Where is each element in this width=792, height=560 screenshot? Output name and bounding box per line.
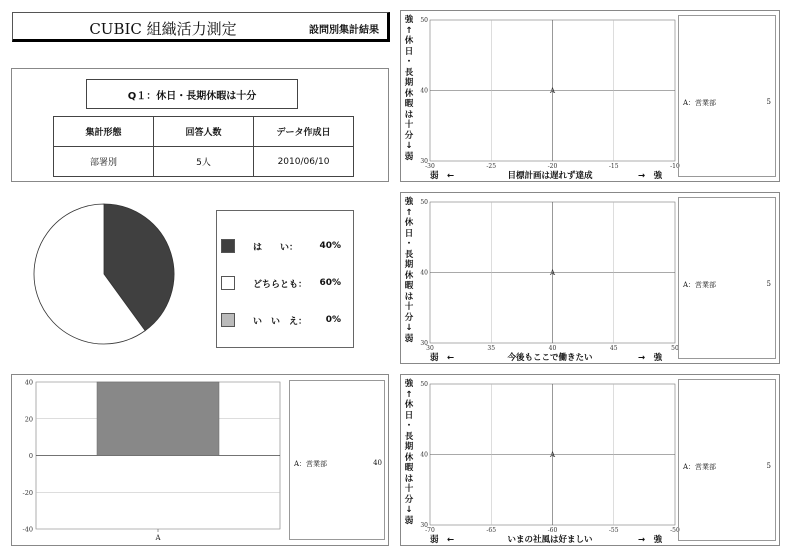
x-tick-label: 40: [548, 345, 557, 352]
x-axis-label: [465, 533, 635, 545]
x-axis-label-left: [430, 169, 454, 181]
y-axis-label-char: 分: [404, 130, 414, 141]
scatter-chart: [415, 379, 680, 539]
x-tick-label: -55: [608, 527, 619, 534]
y-axis-label-char: 弱: [404, 333, 414, 344]
x-tick-label: 45: [609, 345, 618, 352]
scatter-label-value: 5: [766, 462, 771, 470]
x-tick-label: -65: [486, 527, 497, 534]
x-tick-label: -20: [547, 163, 558, 170]
y-axis-label-char: 分: [404, 312, 414, 323]
y-tick-label: 40: [420, 451, 428, 459]
x-tick-label: -25: [486, 163, 497, 170]
x-tick-label: A: [155, 534, 161, 542]
x-tick-label: -70: [425, 527, 435, 534]
pie-chart: [30, 200, 178, 348]
scatter-label-name: A：営業部: [683, 99, 717, 107]
x-axis-label: [465, 351, 635, 363]
scatter-chart: [415, 197, 677, 357]
pie-legend: [216, 210, 354, 348]
legend-value: 60%: [319, 278, 341, 288]
x-axis-label-right: [638, 169, 662, 181]
x-axis-label-text: 今後もここで働きたい: [507, 353, 593, 363]
y-tick-label: 50: [420, 199, 428, 206]
x-axis-label-right: [638, 533, 662, 545]
x-axis-label: [465, 169, 635, 181]
y-axis-label-char: 休: [404, 400, 414, 410]
legend-swatch-no: [221, 313, 235, 327]
y-axis-label-char: 十: [404, 120, 414, 130]
y-axis-label-char: は: [404, 109, 414, 120]
y-axis-label-char: 日: [404, 228, 414, 239]
legend-value: 40%: [319, 241, 341, 251]
scatter-chart: [415, 15, 680, 175]
y-axis-label-char: 強: [404, 197, 414, 207]
x-tick-label: 50: [671, 345, 679, 352]
x-tick-label: -60: [547, 527, 558, 534]
bar: [97, 382, 219, 456]
y-tick-label: 40: [420, 269, 428, 277]
legend-item-neutral: [221, 276, 341, 290]
y-axis-label-char: 分: [404, 494, 414, 505]
y-tick-label: 40: [420, 87, 428, 95]
scatter-label-name: A：営業部: [683, 463, 717, 471]
y-axis-label-char: 休: [404, 88, 414, 99]
data-point-label: A: [549, 451, 556, 459]
y-axis-label-char: 日: [404, 46, 414, 57]
y-axis-label-char: 休: [404, 270, 414, 281]
x-tick-label: -50: [670, 527, 680, 534]
y-axis-label-char: 日: [404, 410, 414, 421]
y-axis-label-char: は: [404, 291, 414, 302]
y-tick-label: 30: [420, 158, 428, 165]
scatter-label-box: [678, 197, 776, 359]
y-axis-label-char: 弱: [404, 151, 414, 162]
scatter-label-value: 5: [766, 280, 771, 288]
x-axis-label-left-text: 弱 ←: [430, 353, 455, 363]
y-axis-label-char: 暇: [404, 99, 414, 109]
x-axis-label-text: いまの社風は好ましい: [507, 535, 593, 545]
y-axis-label: [402, 379, 416, 526]
legend-label: は い：: [253, 242, 299, 253]
legend-label: どちらとも：: [253, 279, 308, 290]
report-title: CUBIC 組織活力測定: [89, 20, 237, 38]
report-header: [12, 12, 390, 42]
x-axis-label-left: [430, 533, 454, 545]
bar-chart: [11, 374, 291, 546]
scatter-label-row: [683, 280, 771, 290]
y-axis-label-char: 休: [404, 36, 414, 46]
table-header-cell: 回答人数: [154, 117, 254, 147]
data-point-label: A: [549, 87, 556, 95]
y-axis-label-char: 長: [404, 249, 414, 260]
x-axis-label-right: [638, 351, 662, 363]
x-axis-label-right-text: → 強: [638, 535, 663, 545]
y-axis-label-char: ・: [404, 57, 414, 67]
y-axis-label-char: 強: [404, 15, 414, 25]
y-tick-label: 30: [420, 522, 428, 529]
y-axis-label-char: ・: [404, 421, 414, 431]
scatter-label-box: [678, 379, 776, 541]
y-axis-label-char: 期: [404, 260, 414, 270]
table-header-row: [54, 117, 354, 147]
y-axis-label-char: 休: [404, 452, 414, 463]
x-axis-label-text: 目標計画は遅れず達成: [507, 171, 593, 181]
bar-chart-label-box: [289, 380, 385, 540]
y-axis-label-char: 弱: [404, 515, 414, 526]
y-axis-label-char: ↑: [405, 389, 413, 400]
x-axis-label-left-text: 弱 ←: [430, 535, 455, 545]
x-axis-label-left-text: 弱 ←: [430, 171, 455, 181]
scatter-label-row: [683, 98, 771, 108]
y-tick-label: 20: [24, 415, 33, 424]
y-axis-label-char: 休: [404, 218, 414, 228]
y-axis-label-char: 強: [404, 379, 414, 389]
bar-label-value: 40: [373, 459, 382, 467]
legend-swatch-yes: [221, 239, 235, 253]
y-axis-label: [402, 197, 416, 344]
y-axis-label-char: 暇: [404, 281, 414, 291]
table-header-cell: データ作成日: [254, 117, 354, 147]
y-axis-label-char: ・: [404, 239, 414, 249]
scatter-label-row: [683, 462, 771, 472]
legend-label: い い え：: [253, 316, 308, 327]
y-axis-label-char: ↓: [405, 141, 413, 151]
question-title: Q１：休日・長期休暇は十分: [86, 79, 298, 109]
x-axis-label-right-text: → 強: [638, 353, 663, 363]
summary-table: [53, 116, 354, 177]
report-subtitle: 設問別集計結果: [309, 25, 379, 36]
bar-label-row: [294, 459, 382, 469]
y-tick-label: 50: [420, 381, 428, 388]
y-axis-label-char: 期: [404, 442, 414, 452]
x-tick-label: 30: [426, 345, 434, 352]
legend-value: 0%: [325, 315, 341, 325]
scatter-label-box: [678, 15, 776, 177]
table-cell: 2010/06/10: [254, 147, 354, 177]
table-cell: 部署別: [54, 147, 154, 177]
x-tick-label: -15: [608, 163, 619, 170]
y-tick-label: 40: [24, 378, 33, 387]
x-tick-label: -30: [425, 163, 435, 170]
y-tick-label: -20: [22, 488, 33, 497]
y-tick-label: 50: [420, 17, 428, 24]
y-axis-label-char: ↑: [405, 207, 413, 218]
y-axis-label-char: ↓: [405, 323, 413, 333]
y-axis-label-char: 暇: [404, 463, 414, 473]
x-tick-label: -10: [670, 163, 680, 170]
table-cell: 5人: [154, 147, 254, 177]
y-tick-label: 0: [28, 452, 33, 460]
bar-label-name: A：営業部: [294, 460, 328, 468]
y-tick-label: 30: [420, 340, 428, 347]
y-axis-label-char: ↑: [405, 25, 413, 36]
y-axis-label-char: 十: [404, 484, 414, 494]
y-axis-label-char: 期: [404, 78, 414, 88]
legend-item-yes: [221, 239, 341, 253]
x-tick-label: 35: [487, 345, 496, 352]
y-axis-label-char: 長: [404, 431, 414, 442]
legend-swatch-neutral: [221, 276, 235, 290]
table-row: [54, 147, 354, 177]
y-axis-label-char: 長: [404, 67, 414, 78]
table-header-cell: 集計形態: [54, 117, 154, 147]
y-axis-label-char: ↓: [405, 505, 413, 515]
y-axis-label-char: 十: [404, 302, 414, 312]
y-axis-label: [402, 15, 416, 162]
scatter-label-value: 5: [766, 98, 771, 106]
scatter-label-name: A：営業部: [683, 281, 717, 289]
x-axis-label-right-text: → 強: [638, 171, 663, 181]
data-point-label: A: [549, 269, 556, 277]
x-axis-label-left: [430, 351, 454, 363]
y-axis-label-char: は: [404, 473, 414, 484]
y-tick-label: -40: [22, 525, 33, 534]
legend-item-no: [221, 313, 341, 327]
